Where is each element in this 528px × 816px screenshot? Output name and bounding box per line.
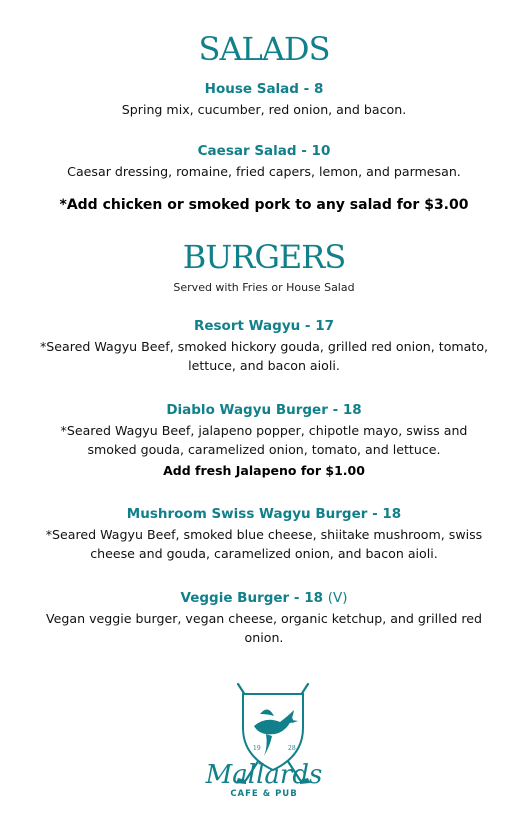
vegan-tag: (V)	[327, 590, 348, 606]
mushroom-swiss-name: Mushroom Swiss Wagyu Burger - 18	[126, 506, 402, 522]
mushroom-swiss-description: *Seared Wagyu Beef, smoked blue cheese, shiitake mushroom, swiss cheese and gouda, caramelized onion, and bacon aioli.	[45, 527, 483, 561]
diablo-addon-note: Add fresh Jalapeno for $1.00	[163, 463, 365, 478]
caesar-salad-description: Caesar dressing, romaine, fried capers, lemon, and parmesan.	[67, 164, 461, 179]
burgers-title: BURGERS	[182, 238, 346, 276]
diablo-wagyu-name: Diablo Wagyu Burger - 18	[166, 402, 362, 418]
resort-wagyu-name: Resort Wagyu - 17	[193, 318, 335, 334]
salad-addon-note: *Add chicken or smoked pork to any salad for $3.00	[59, 197, 469, 213]
diablo-wagyu-description: *Seared Wagyu Beef, jalapeno popper, chipotle mayo, swiss and smoked gouda, caramelized onion, tomato, and lettuce.	[60, 423, 468, 457]
resort-wagyu-description: *Seared Wagyu Beef, smoked hickory gouda, grilled red onion, tomato, lettuce, and bacon aioli.	[39, 339, 489, 373]
house-salad-description: Spring mix, cucumber, red onion, and bacon.	[121, 102, 407, 117]
veggie-burger-description: Vegan veggie burger, vegan cheese, organic ketchup, and grilled red onion.	[46, 611, 482, 645]
veggie-burger-title: Veggie Burger - 18	[180, 590, 324, 606]
salads-title: SALADS	[198, 30, 330, 68]
logo-subtitle: CAFE & PUB	[230, 789, 298, 799]
veggie-burger-name	[0, 590, 528, 606]
year-right-text: 28	[288, 745, 296, 752]
year-left-text: 19	[253, 745, 261, 752]
burgers-subtitle: Served with Fries or House Salad	[173, 281, 355, 294]
logo-name: Mallards	[205, 760, 323, 790]
house-salad-name: House Salad - 8	[204, 81, 324, 97]
caesar-salad-name: Caesar Salad - 10	[197, 143, 331, 159]
